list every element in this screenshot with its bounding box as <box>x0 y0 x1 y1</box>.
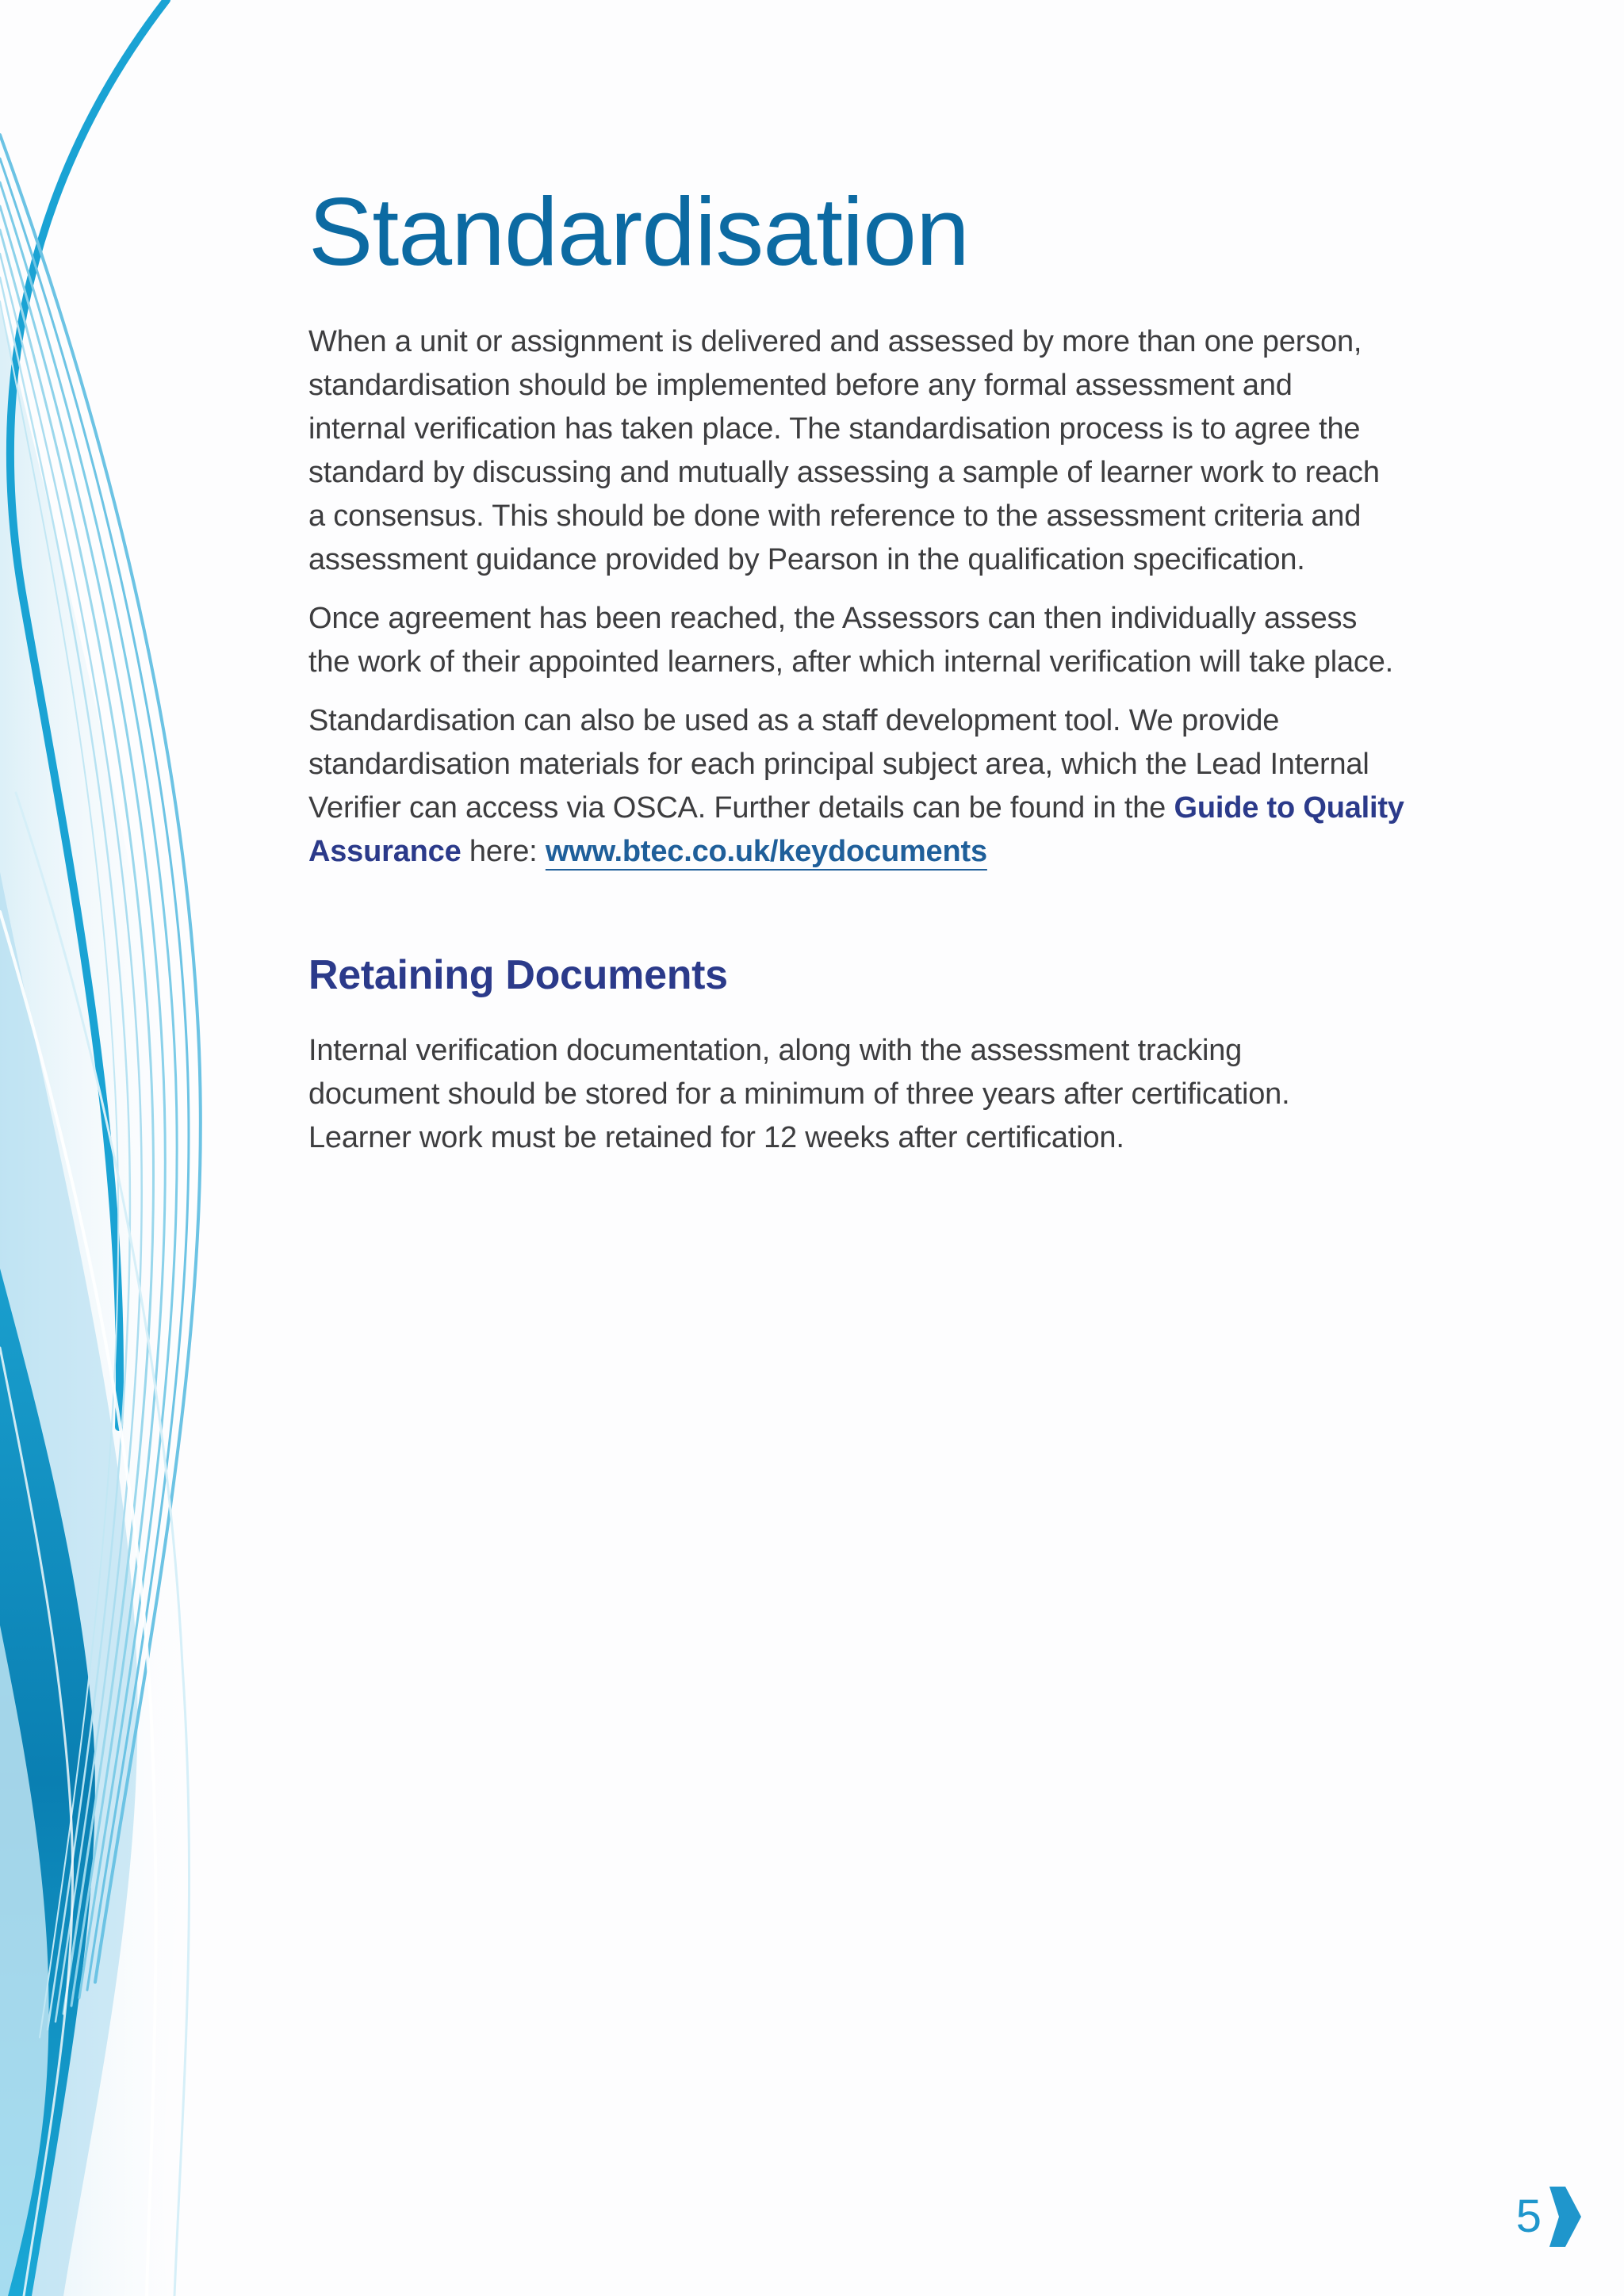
text-line: a consensus. This should be done with reference to the assessment criteria and <box>308 499 1362 533</box>
paragraph-staff-development <box>308 699 1482 874</box>
text-line: standardisation should be implemented before any formal assessment and <box>308 369 1293 402</box>
text-line: Standardisation can also be used as a staff development tool. We provide <box>308 704 1280 737</box>
text-line: Once agreement has been reached, the Assessors can then individually assess <box>308 602 1358 635</box>
text-line: assessment guidance provided by Pearson in the qualification specification. <box>308 543 1305 576</box>
content-area <box>308 176 1482 1160</box>
text-line: Internal verification documentation, along with the assessment tracking <box>308 1034 1243 1067</box>
paragraph-standardisation-intro <box>308 320 1482 582</box>
paragraph-retaining-documents <box>308 1029 1482 1160</box>
paragraph-agreement <box>308 597 1482 684</box>
text-line-with-link <box>308 830 1482 874</box>
text-line-with-guide <box>308 786 1482 830</box>
keydocuments-link[interactable]: www.btec.co.uk/keydocuments <box>545 835 987 868</box>
text-fragment: Verifier can access via OSCA. Further details can be found in the <box>308 791 1174 825</box>
text-line: standard by discussing and mutually assessing a sample of learner work to reach <box>308 456 1380 489</box>
guide-title-part-1: Guide to Quality <box>1174 791 1404 825</box>
guide-title-part-2: Assurance <box>308 835 462 868</box>
text-line: standardisation materials for each principal subject area, which the Lead Internal <box>308 748 1369 781</box>
page-title: Standardisation <box>308 178 969 285</box>
text-line: the work of their appointed learners, after which internal verification will take place. <box>308 645 1393 679</box>
text-fragment: here: <box>461 835 546 868</box>
text-line: internal verification has taken place. The standardisation process is to agree the <box>308 412 1361 446</box>
page-footer <box>1503 2183 1591 2250</box>
section-heading-retaining-documents: Retaining Documents <box>308 952 728 998</box>
text-line: document should be stored for a minimum of three years after certification. <box>308 1077 1290 1111</box>
text-line: Learner work must be retained for 12 weeks after certification. <box>308 1121 1124 1154</box>
next-arrow-icon[interactable] <box>1548 2185 1583 2248</box>
page-number: 5 <box>1515 2191 1542 2242</box>
text-line: When a unit or assignment is delivered and assessed by more than one person, <box>308 325 1362 358</box>
